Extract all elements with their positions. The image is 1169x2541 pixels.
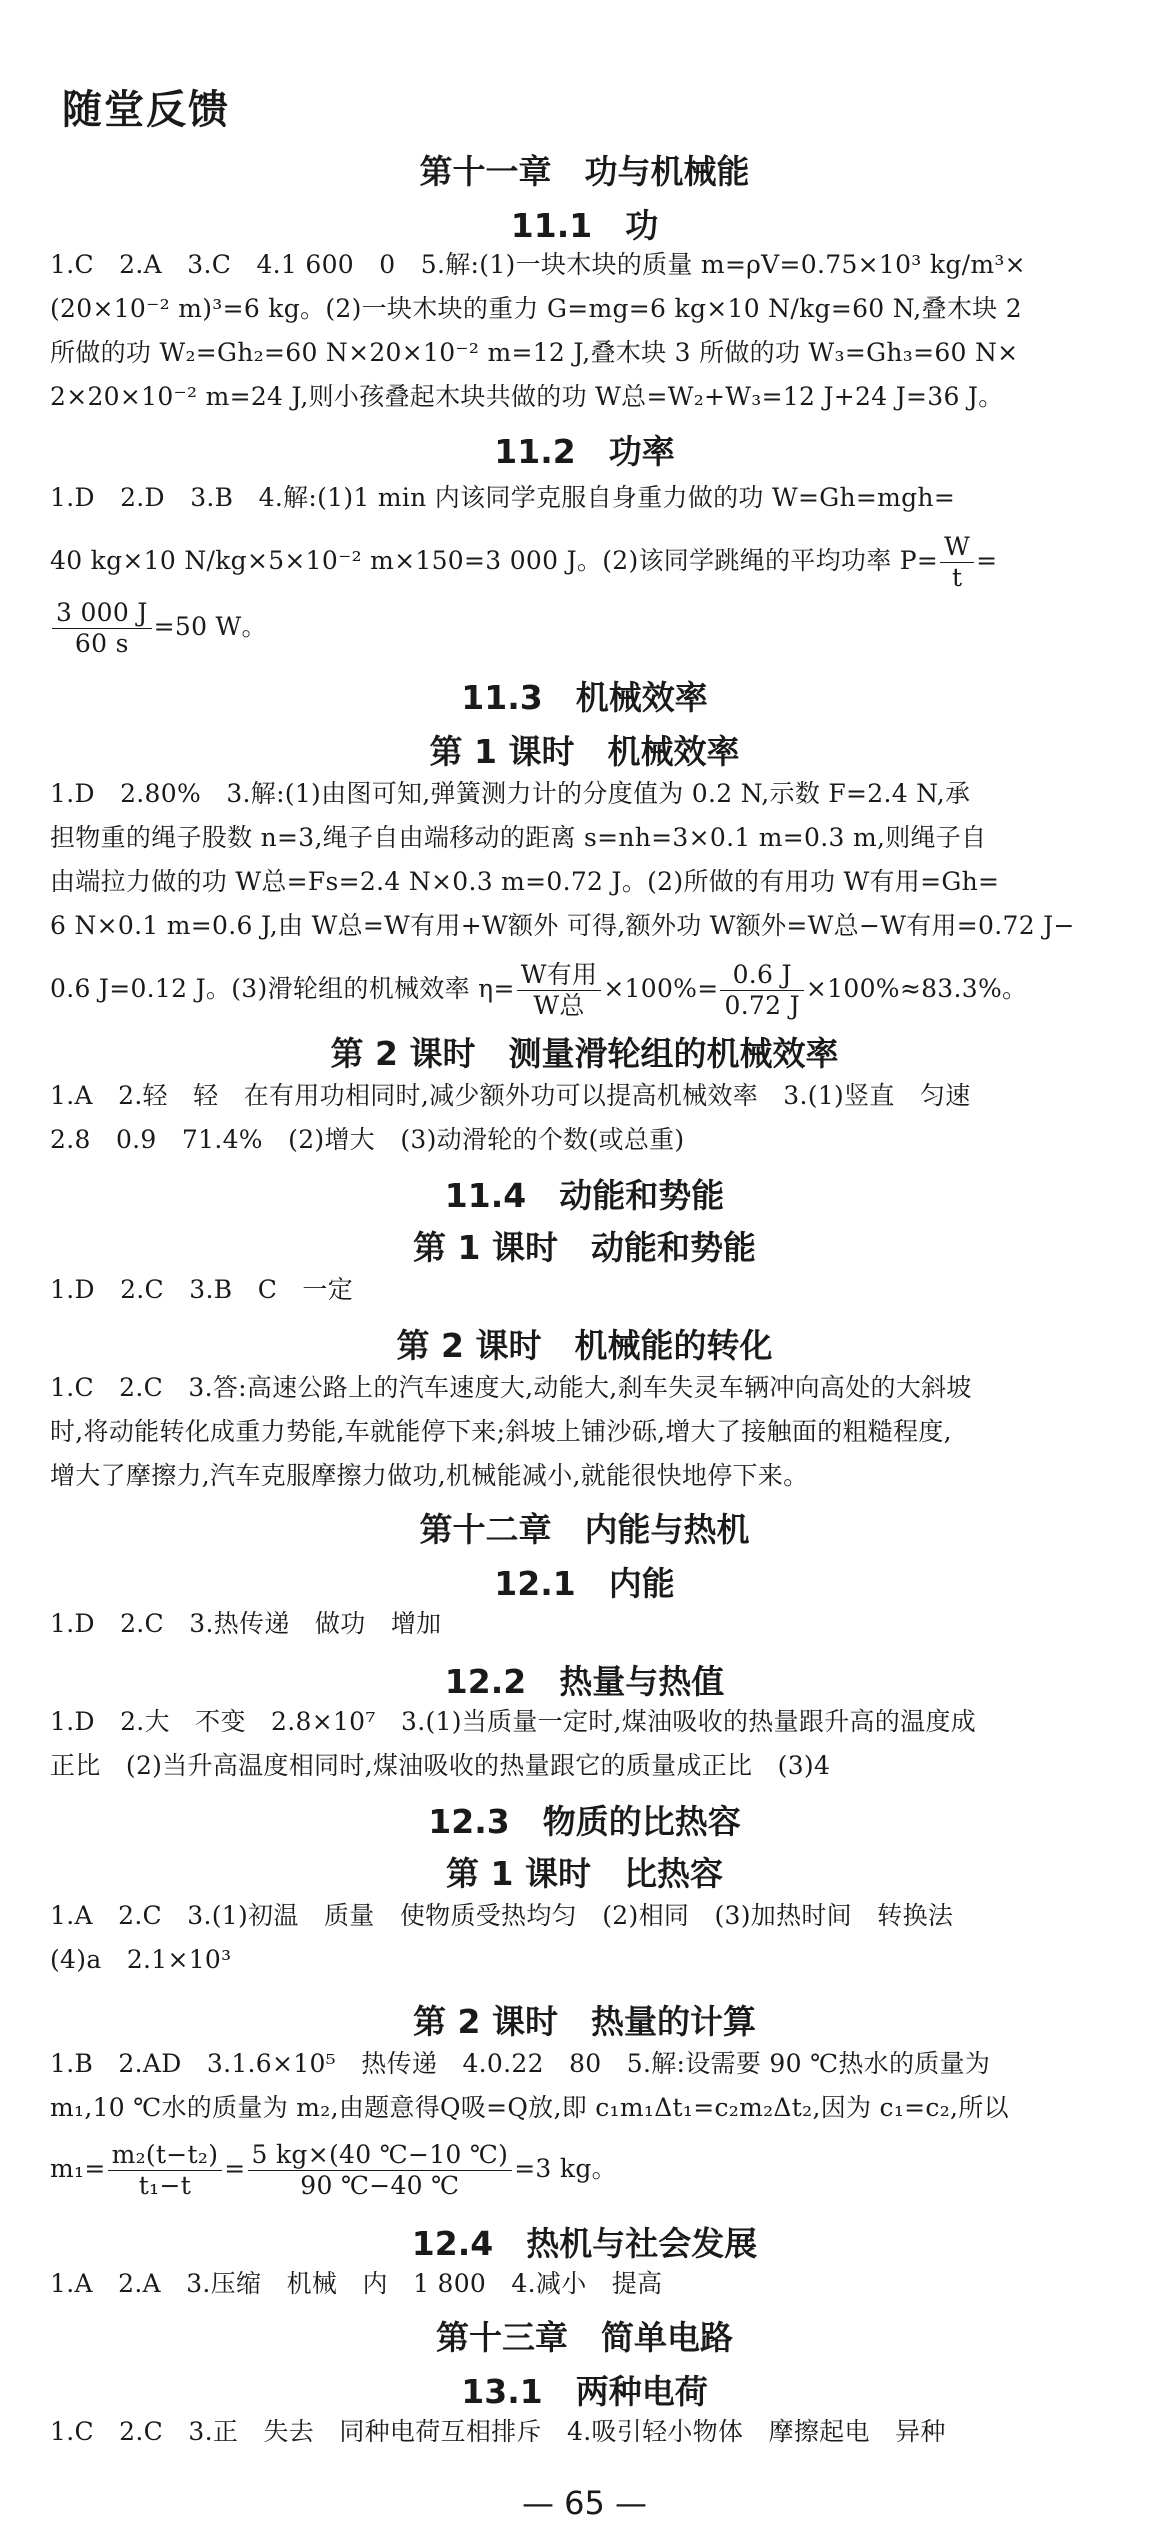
- answer-line: 1.C 2.A 3.C 4.1 600 0 5.解:(1)一块木块的质量 m=ρV=0.75×10³ kg/m³×: [50, 250, 1026, 279]
- section-heading: 12.3 物质的比热容: [428, 1802, 741, 1841]
- section-heading: 12.2 热量与热值: [444, 1662, 725, 1701]
- fraction: [517, 960, 602, 1021]
- section-heading: 11.4 动能和势能: [444, 1176, 725, 1215]
- fraction-denominator: W总: [533, 991, 585, 1020]
- answer-line: 2.8 0.9 71.4% (2)增大 (3)动滑轮的个数(或总重): [50, 1125, 685, 1154]
- answer-line: 所做的功 W₂=Gh₂=60 N×20×10⁻² m=12 J,叠木块 3 所做的功 W₃=Gh₃=60 N×: [50, 338, 1019, 367]
- section-heading: 12.4 热机与社会发展: [411, 2224, 758, 2263]
- answer-line: 1.D 2.大 不变 2.8×10⁷ 3.(1)当质量一定时,煤油吸收的热量跟升高的温度成: [50, 1707, 977, 1736]
- fraction: [940, 532, 974, 593]
- fraction: [52, 598, 152, 659]
- answer-text: 0.6 J=0.12 J。(3)滑轮组的机械效率 η=: [50, 974, 515, 1003]
- answer-line: 1.A 2.轻 轻 在有用功相同时,减少额外功可以提高机械效率 3.(1)竖直 匀速: [50, 1081, 971, 1110]
- answer-text: m₁=: [50, 2154, 106, 2183]
- chapter-heading: 第十二章 内能与热机: [419, 1510, 750, 1549]
- page-banner: 随堂反馈: [62, 87, 230, 133]
- answer-line: 由端拉力做的功 W总=Fs=2.4 N×0.3 m=0.72 J。(2)所做的有用功 W有用=Gh=: [50, 867, 1000, 896]
- fraction-numerator: W: [940, 532, 974, 563]
- fraction-numerator: 0.6 J: [720, 960, 803, 991]
- answer-line: 6 N×0.1 m=0.6 J,由 W总=W有用+W额外 可得,额外功 W额外=W总−W有用=0.72 J−: [50, 911, 1075, 940]
- section-heading: 12.1 内能: [494, 1564, 675, 1603]
- lesson-heading: 第 2 课时 机械能的转化: [396, 1326, 773, 1365]
- fraction: [720, 960, 803, 1021]
- answer-line: 1.C 2.C 3.正 失去 同种电荷互相排斥 4.吸引轻小物体 摩擦起电 异种: [50, 2417, 946, 2446]
- fraction-numerator: m₂(t−t₂): [108, 2140, 223, 2171]
- lesson-heading: 第 1 课时 比热容: [446, 1854, 723, 1893]
- lesson-heading: 第 1 课时 动能和势能: [413, 1228, 756, 1267]
- answer-text: ×100%=: [603, 974, 719, 1003]
- answer-line: 增大了摩擦力,汽车克服摩擦力做功,机械能减小,就能很快地停下来。: [50, 1461, 809, 1490]
- answer-line: 1.A 2.A 3.压缩 机械 内 1 800 4.减小 提高: [50, 2269, 663, 2298]
- answer-text: =3 kg。: [514, 2154, 617, 2183]
- fraction: [248, 2140, 513, 2201]
- answer-text: =: [976, 546, 998, 575]
- answer-line: 1.A 2.C 3.(1)初温 质量 使物质受热均匀 (2)相同 (3)加热时间 转换法: [50, 1901, 954, 1930]
- answer-line: 1.D 2.C 3.B C 一定: [50, 1275, 354, 1304]
- answer-line: (4)a 2.1×10³: [50, 1945, 232, 1974]
- fraction-denominator: t: [951, 563, 963, 592]
- chapter-heading: 第十三章 简单电路: [436, 2318, 733, 2357]
- answer-line: 1.C 2.C 3.答:高速公路上的汽车速度大,动能大,刹车失灵车辆冲向高处的大斜坡: [50, 1373, 972, 1402]
- answer-line: [50, 598, 1125, 659]
- answer-text: 40 kg×10 N/kg×5×10⁻² m×150=3 000 J。(2)该同学跳绳的平均功率 P=: [50, 546, 939, 575]
- answer-line: 1.D 2.C 3.热传递 做功 增加: [50, 1609, 442, 1638]
- lesson-heading: 第 2 课时 热量的计算: [413, 2002, 756, 2041]
- fraction-numerator: 3 000 J: [52, 598, 152, 629]
- fraction-denominator: 90 ℃−40 ℃: [300, 2171, 460, 2200]
- fraction: [108, 2140, 223, 2201]
- answer-text: =50 W。: [153, 612, 267, 641]
- answer-line: 1.D 2.80% 3.解:(1)由图可知,弹簧测力计的分度值为 0.2 N,示数 F=2.4 N,承: [50, 779, 971, 808]
- answer-line: [50, 960, 1125, 1021]
- answer-line: 1.B 2.AD 3.1.6×10⁵ 热传递 4.0.22 80 5.解:设需要 90 ℃热水的质量为: [50, 2049, 991, 2078]
- answer-line: 时,将动能转化成重力势能,车就能停下来;斜坡上铺沙砾,增大了接触面的粗糙程度,: [50, 1417, 952, 1446]
- lesson-heading: 第 2 课时 测量滑轮组的机械效率: [330, 1034, 839, 1073]
- answer-line: 1.D 2.D 3.B 4.解:(1)1 min 内该同学克服自身重力做的功 W=Gh=mgh=: [50, 483, 956, 512]
- answer-text: ×100%≈83.3%。: [805, 974, 1028, 1003]
- answer-line: 担物重的绳子股数 n=3,绳子自由端移动的距离 s=nh=3×0.1 m=0.3 m,则绳子自: [50, 823, 987, 852]
- answer-text: =: [224, 2154, 246, 2183]
- fraction-denominator: 60 s: [74, 629, 129, 658]
- answer-line: m₁,10 ℃水的质量为 m₂,由题意得Q吸=Q放,即 c₁m₁Δt₁=c₂m₂Δt₂,因为 c₁=c₂,所以: [50, 2093, 1009, 2122]
- fraction-denominator: t₁−t: [138, 2171, 192, 2200]
- section-heading: 11.1 功: [510, 206, 659, 245]
- lesson-heading: 第 1 课时 机械效率: [429, 732, 740, 771]
- answer-line: [50, 532, 1125, 593]
- chapter-heading: 第十一章 功与机械能: [419, 152, 750, 191]
- answer-line: 2×20×10⁻² m=24 J,则小孩叠起木块共做的功 W总=W₂+W₃=12 J+24 J=36 J。: [50, 382, 1004, 411]
- answer-line: 正比 (2)当升高温度相同时,煤油吸收的热量跟它的质量成正比 (3)4: [50, 1751, 831, 1780]
- section-heading: 11.3 机械效率: [461, 678, 708, 717]
- answer-line: [50, 2140, 1125, 2201]
- fraction-numerator: W有用: [517, 960, 602, 991]
- fraction-numerator: 5 kg×(40 ℃−10 ℃): [248, 2140, 513, 2171]
- section-heading: 11.2 功率: [494, 432, 675, 471]
- page-number: — 65 —: [521, 2484, 648, 2522]
- section-heading: 13.1 两种电荷: [461, 2372, 708, 2411]
- fraction-denominator: 0.72 J: [724, 991, 800, 1020]
- answer-line: (20×10⁻² m)³=6 kg。(2)一块木块的重力 G=mg=6 kg×10 N/kg=60 N,叠木块 2: [50, 294, 1022, 323]
